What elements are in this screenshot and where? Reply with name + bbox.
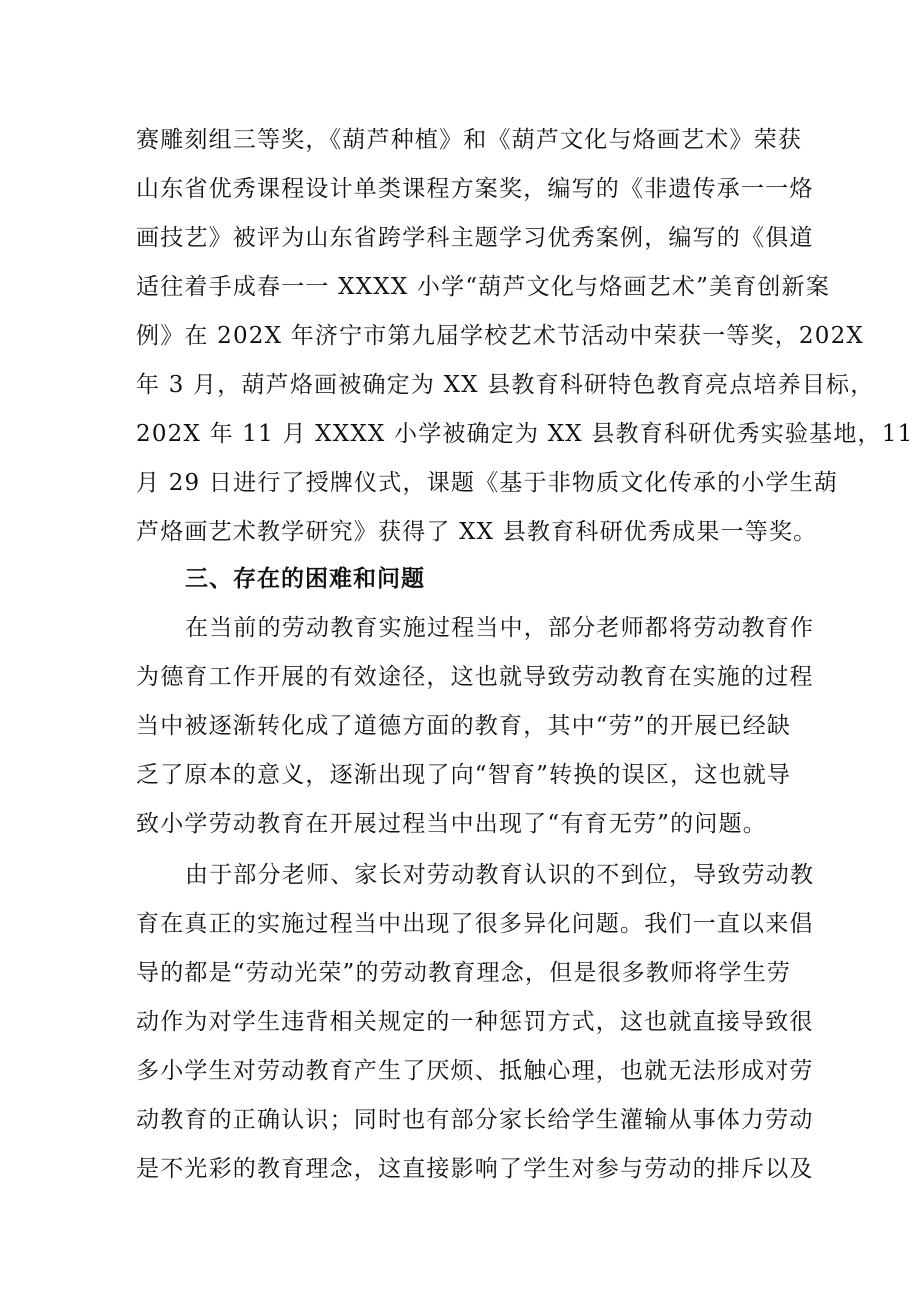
text-line: 芦烙画艺术教学研究》获得了 XX 县教育科研优秀成果一等奖。	[136, 519, 818, 545]
paragraph-first-line: 由于部分老师、家长对劳动教育认识的不到位，导致劳动教	[185, 862, 815, 888]
text-line: 致小学劳动教育在开展过程当中出现了“有育无劳”的问题。	[136, 811, 767, 837]
text-line: 乏了原本的意义，逐渐出现了向“智育”转换的误区，这也就导	[136, 762, 792, 788]
text-line: 年 3 月，葫芦烙画被确定为 XX 县教育科研特色教育亮点培养目标，	[136, 372, 875, 398]
text-line: 多小学生对劳动教育产生了厌烦、抵触心理，也就无法形成对劳	[136, 1058, 814, 1084]
text-line: 例》在 202X 年济宁市第九届学校艺术节活动中荣获一等奖，202X	[136, 323, 864, 349]
text-line: 画技艺》被评为山东省跨学科主题学习优秀案例，编写的《俱道	[136, 225, 814, 251]
text-line: 动作为对学生违背相关规定的一种惩罚方式，这也就直接导致很	[136, 1009, 814, 1035]
text-line: 动教育的正确认识；同时也有部分家长给学生灌输从事体力劳动	[136, 1107, 814, 1133]
text-line: 山东省优秀课程设计单类课程方案奖，编写的《非遗传承一一烙	[136, 176, 814, 202]
text-line: 导的都是“劳动光荣”的劳动教育理念，但是很多教师将学生劳	[136, 960, 792, 986]
text-line: 育在真正的实施过程当中出现了很多异化问题。我们一直以来倡	[136, 911, 814, 937]
section-heading: 三、存在的困难和问题	[185, 566, 425, 592]
text-line: 是不光彩的教育理念，这直接影响了学生对参与劳动的排斥以及	[136, 1156, 814, 1182]
text-line: 202X 年 11 月 XXXX 小学被确定为 XX 县教育科研优秀实验基地，11	[136, 421, 914, 447]
text-line: 赛雕刻组三等奖，《葫芦种植》和《葫芦文化与烙画艺术》荣获	[136, 127, 803, 153]
text-line: 适往着手成春一一 XXXX 小学“葫芦文化与烙画艺术”美育创新案	[136, 274, 831, 300]
text-line: 当中被逐渐转化成了道德方面的教育，其中“劳”的开展已经缺	[136, 713, 792, 739]
text-line: 月 29 日进行了授牌仪式，课题《基于非物质文化传承的小学生葫	[136, 470, 839, 496]
paragraph-first-line: 在当前的劳动教育实施过程当中，部分老师都将劳动教育作	[185, 615, 815, 641]
text-line: 为德育工作开展的有效途径，这也就导致劳动教育在实施的过程	[136, 664, 814, 690]
